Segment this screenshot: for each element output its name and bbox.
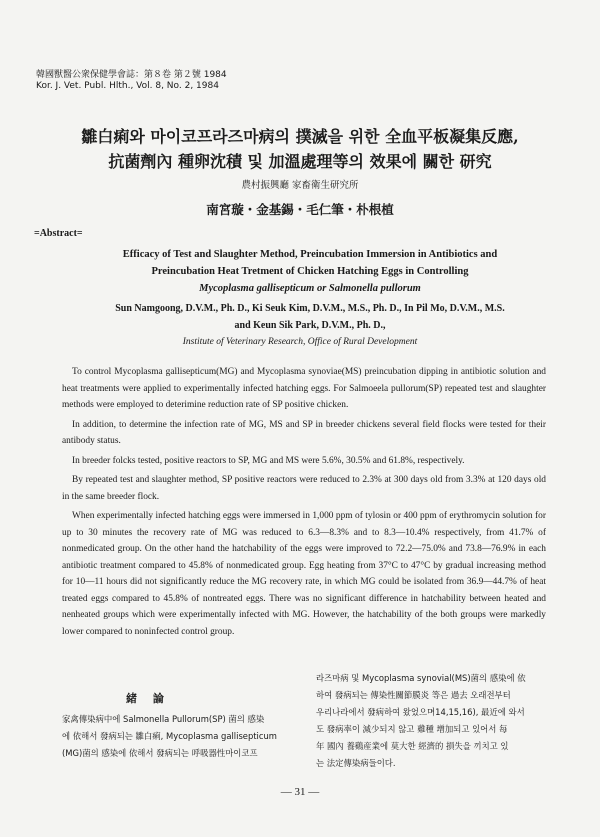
affiliation-ko: 農村振興廳 家畜衛生研究所 [241,180,359,191]
left-column-line: 家禽傳染病中에 Salmonella Pullorum(SP) 菌의 感染 [62,714,265,724]
institute-en: Institute of Veterinary Research, Office of Rural Development [182,337,418,347]
abstract-paragraph-1: To control Mycoplasma gallisepticum(MG) and Mycoplasma synoviae(MS) preincubation dipping in antibiotic solution and heat treatments were applied to experimentally infected hatching eggs. For Salmoeela pullorum(SP) repeated test and slaughter methods were employed to deterimine reduction rate of SP positive chicken. [62,367,546,410]
left-column-line: 에 依해서 發病되는 雛白痢, Mycoplasma gallisepticum [62,731,277,741]
abstract-body [62,364,546,643]
english-title-line2: Preincubation Heat Tretment of Chicken Hatching Eggs in Controlling [151,266,469,277]
english-title-line3: Mycoplasma gallisepticum or Salmonella pullorum [199,283,421,294]
english-title-line1: Efficacy of Test and Slaughter Method, Preincubation Immersion in Antibiotics and [122,249,498,260]
authors-ko: 南宮璇・金基錫・毛仁筆・朴根植 [206,202,394,217]
right-column-line: 는 法定傳染病들이다. [316,758,396,768]
right-column-line: 하여 發病되는 傳染性關節膜炎 等은 過去 오래전부터 [316,690,511,700]
right-column-line: 라즈마病 및 Mycoplasma synovial(MS)菌의 感染에 依 [316,673,526,683]
right-column-line: 도 發病率이 減少되지 않고 雞種 增加되고 있어서 每 [316,724,508,734]
left-column [62,711,298,762]
journal-header-ko: 韓國獸醫公衆保健學會誌：第８卷 第２號 1984 [36,70,227,80]
journal-header [36,70,227,92]
page-number: — 31 — [280,786,320,798]
right-column-line: 年 國內 養鷄産業에 莫大한 經濟的 損失을 끼치고 있 [316,741,509,751]
english-authors-line1: Sun Namgoong, D.V.M., Ph. D., Ki Seuk Kim, D.V.M., M.S., Ph. D., In Pil Mo, D.V.M., M.S. [115,303,505,314]
journal-header-en: Kor. J. Vet. Publ. Hlth., Vol. 8, No. 2, 1984 [36,81,219,91]
right-column-line: 우리나라에서 發病하여 왔었으며14,15,16), 最近에 와서 [316,707,525,717]
korean-title-line1: 雛白痢와 마이코프라즈마病의 撲滅을 위한 全血平板凝集反應, [81,127,519,146]
right-column [316,670,552,772]
abstract-paragraph-4: By repeated test and slaughter method, SP positive reactors were reduced to 2.3% at 300 days old from 3.3% at 120 days old in the same breeder flock. [62,475,546,502]
english-authors-line2: and Keun Sik Park, D.V.M., Ph. D., [234,320,386,331]
abstract-label: =Abstract= [34,228,83,239]
left-column-line: (MG)菌의 感染에 依해서 發病되는 呼吸器性마이코프 [62,748,258,758]
section-title-introduction: 緒 論 [126,692,170,705]
abstract-paragraph-5: When experimentally infected hatching eggs were immersed in 1,000 ppm of tylosin or 400 ppm of erythromycin solution for up to 30 minutes the recovery rate of MG was reduced to 6.3—8.3% and to 8.3—10.4% respectively, from 41.7% of nonmedicated group. On the other hand the hatchability of the eggs were improved to 72.2—75.0% and 73.8—76.9% in each antibiotic treatment compared to 45.8% of nonmedicated group. Egg heating from 37°C to 47°C by gradual increasing method for 10—11 hours did not significantly reduce the MG recovery rate, in which MG could be isolated from 36.9—44.7% of heat treated eggs compared to 45.8% of nontreated eggs. There was no significant difference in hatchability between heated and nenheated groups which were experimentally infected with MG. However, the hatchability of the both groups were markedly lower compared to noninfected control group. [62,511,546,637]
abstract-paragraph-3: In breeder folcks tested, positive reactors to SP, MG and MS were 5.6%, 30.5% and 61.8%, respectively. [72,455,465,466]
korean-title-line2: 抗菌劑內 種卵沈積 및 加溫處理等의 效果에 關한 研究 [108,152,492,171]
abstract-paragraph-2: In addition, to determine the infection rate of MG, MS and SP in breeder chickens several field flocks were tested for their antibody status. [62,419,546,446]
